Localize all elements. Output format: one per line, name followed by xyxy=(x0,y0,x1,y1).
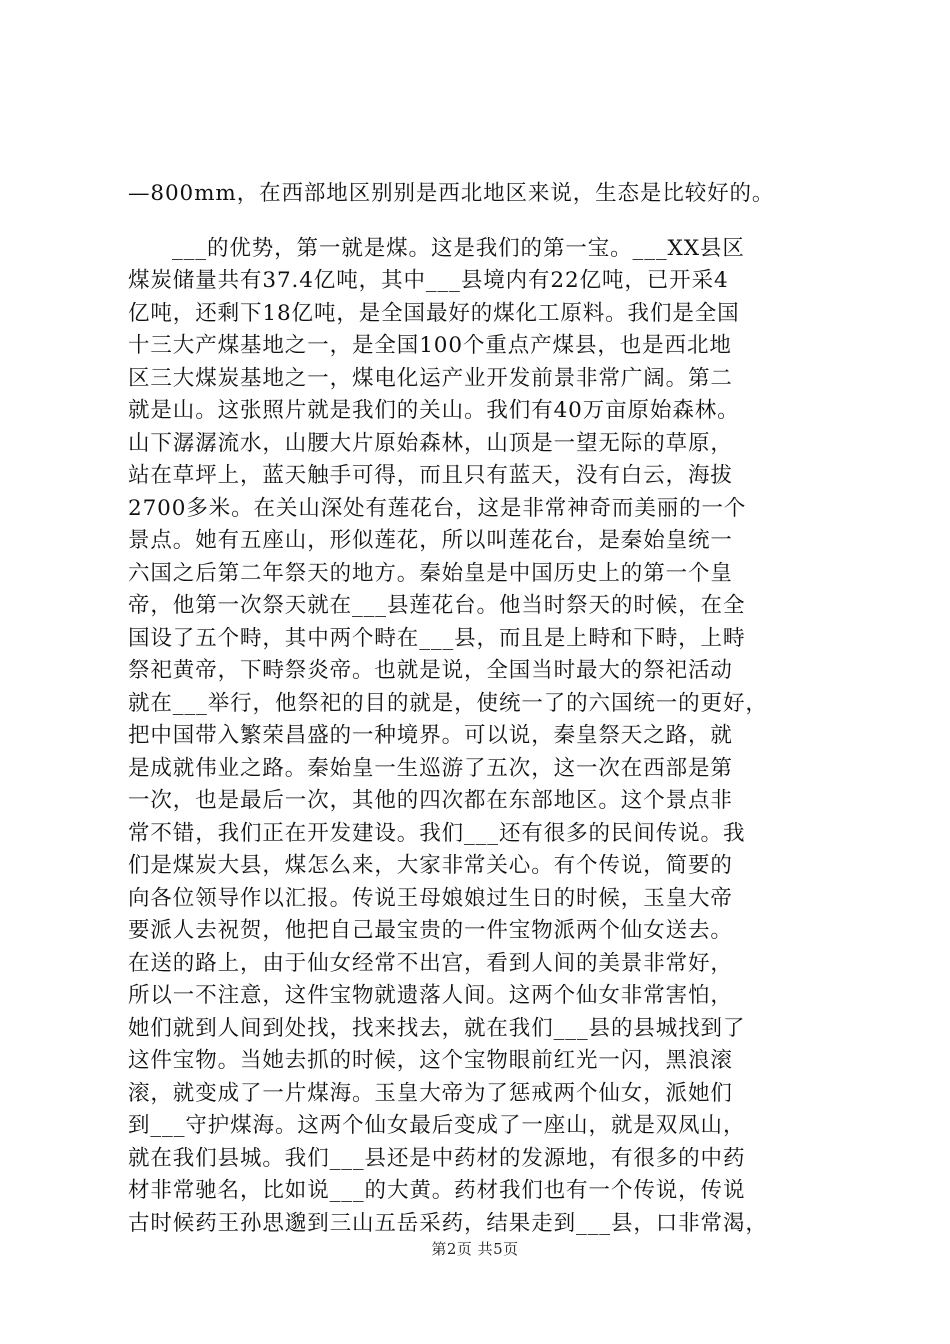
paragraph-line: 区三大煤炭基地之一，煤电化运产业开发前景非常广阔。第二 xyxy=(128,365,733,391)
paragraph-line: 帝，他第一次祭天就在___县莲花台。他当时祭天的时候，在全 xyxy=(128,593,746,618)
paragraph-line: 所以一不注意，这件宝物就遗落人间。这两个仙女非常害怕， xyxy=(128,983,733,1008)
page-footer: 第2页 共5页 xyxy=(431,1240,519,1258)
paragraph-line: 六国之后第二年祭天的地方。秦始皇是中国历史上的第一个皇 xyxy=(128,560,733,586)
paragraph-line: 一次，也是最后一次，其他的四次都在东部地区。这个景点非 xyxy=(128,788,733,813)
paragraph-line: 她们就到人间到处找，找来找去，就在我们___县的县城找到了 xyxy=(128,1015,746,1041)
paragraph-line: 在送的路上，由于仙女经常不出宫，看到人间的美景非常好， xyxy=(128,950,733,976)
paragraph-line: 就是山。这张照片就是我们的关山。我们有40万亩原始森林。 xyxy=(128,398,740,423)
paragraph-line: 就在___举行，他祭祀的目的就是，使统一了的六国统一的更好， xyxy=(128,690,768,716)
paragraph-line: 滚，就变成了一片煤海。玉皇大帝为了惩戒两个仙女，派她们 xyxy=(128,1080,733,1106)
paragraph-line: 要派人去祝贺，他把自己最宝贵的一件宝物派两个仙女送去。 xyxy=(128,918,733,943)
paragraph-line: 是成就伟业之路。秦始皇一生巡游了五次，这一次在西部是第 xyxy=(128,755,733,781)
opening-line: —800mm，在西部地区别别是西北地区来说，生态是比较好的。 xyxy=(128,181,775,206)
paragraph-line: 山下潺潺流水，山腰大片原始森林，山顶是一望无际的草原， xyxy=(128,430,733,456)
paragraph-line: 站在草坪上，蓝天触手可得，而且只有蓝天，没有白云，海拔 xyxy=(128,463,733,488)
paragraph-line: 这件宝物。当她去抓的时候，这个宝物眼前红光一闪，黑浪滚 xyxy=(128,1048,733,1073)
paragraph-line: 亿吨，还剩下18亿吨，是全国最好的煤化工原料。我们是全国 xyxy=(128,300,740,326)
paragraph-line: 景点。她有五座山，形似莲花，所以叫莲花台，是秦始皇统一 xyxy=(128,528,733,553)
paragraph-line: 祭祀黄帝，下畤祭炎帝。也就是说，全国当时最大的祭祀活动 xyxy=(128,658,733,683)
paragraph-line: 们是煤炭大县，煤怎么来，大家非常关心。有个传说，简要的 xyxy=(128,853,733,878)
paragraph-line: 到___守护煤海。这两个仙女最后变成了一座山，就是双凤山， xyxy=(128,1113,746,1138)
paragraph-line: 就在我们县城。我们___县还是中药材的发源地，有很多的中药 xyxy=(128,1145,746,1171)
paragraph-line: 常不错，我们正在开发建设。我们___还有很多的民间传说。我 xyxy=(128,820,746,846)
paragraph-line: 十三大产煤基地之一，是全国100个重点产煤县，也是西北地 xyxy=(128,333,732,358)
paragraph-line: 把中国带入繁荣昌盛的一种境界。可以说，秦皇祭天之路，就 xyxy=(128,723,733,748)
paragraph-line: 材非常驰名，比如说___的大黄。药材我们也有一个传说，传说 xyxy=(128,1178,746,1203)
paragraph xyxy=(128,233,828,1241)
paragraph-line: 2700多米。在关山深处有莲花台，这是非常神奇而美丽的一个 xyxy=(128,495,747,521)
paragraph-line: 向各位领导作以汇报。传说王母娘娘过生日的时候，玉皇大帝 xyxy=(128,885,733,911)
paragraph-line: 国设了五个畤，其中两个畤在___县，而且是上畤和下畤，上畤 xyxy=(128,625,746,651)
paragraph-line: 古时候药王孙思邈到三山五岳采药，结果走到___县，口非常渴， xyxy=(128,1210,768,1236)
paragraph-line: 煤炭储量共有37.4亿吨，其中___县境内有22亿吨，已开采4 xyxy=(128,268,729,293)
document-body xyxy=(128,178,828,1240)
paragraph-line: ___的优势，第一就是煤。这是我们的第一宝。___XX县区 xyxy=(172,235,745,261)
